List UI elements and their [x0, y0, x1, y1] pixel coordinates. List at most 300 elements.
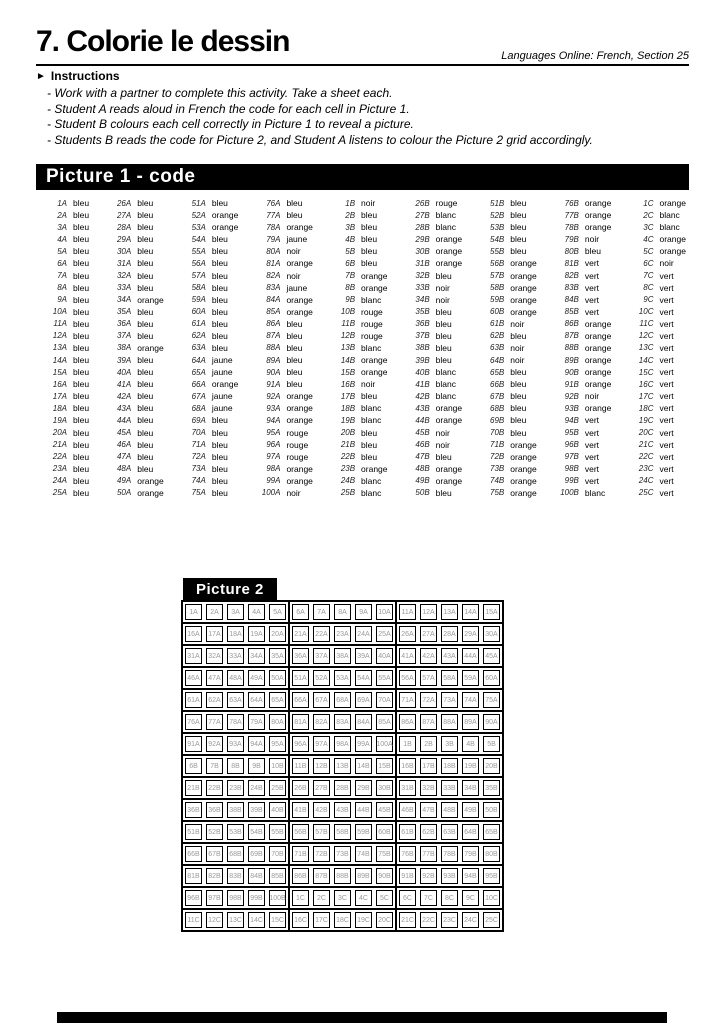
footer-bar	[57, 1012, 667, 1023]
grid-cell: 5A	[269, 604, 286, 620]
grid-cell: 27A	[420, 626, 437, 642]
code-entry	[328, 306, 387, 318]
grid-cell: 3B	[441, 736, 458, 752]
grid-cell: 58B	[334, 824, 351, 840]
cell-color-word: bleu	[510, 379, 527, 390]
grid-cell: 30A	[483, 626, 500, 642]
code-entry	[626, 233, 685, 245]
code-column	[104, 197, 163, 499]
cell-code: 20C	[638, 428, 654, 438]
cell-code: 89A	[266, 355, 281, 365]
cell-color-word: vert	[659, 415, 674, 426]
code-entry	[477, 487, 536, 499]
code-entry	[477, 209, 536, 221]
grid-row	[183, 822, 502, 844]
cell-code: 68A	[191, 403, 206, 413]
cell-code: 61A	[191, 319, 206, 329]
code-entry	[253, 197, 312, 209]
cell-code: 75A	[191, 488, 206, 498]
grid-cell: 22A	[313, 626, 330, 642]
cell-color-word: orange	[584, 222, 612, 233]
grid-cell: 44B	[355, 802, 372, 818]
cell-color-word: jaune	[211, 367, 233, 378]
cell-code: 16C	[638, 379, 654, 389]
cell-code: 5B	[345, 246, 356, 256]
picture2-grid	[181, 600, 504, 932]
cell-code: 55B	[490, 246, 505, 256]
code-entry	[179, 342, 238, 354]
cell-code: 17A	[52, 391, 67, 401]
cell-code: 21C	[638, 440, 654, 450]
grid-group-divider	[395, 910, 397, 930]
picture1-banner-label: Picture 1 - code	[46, 166, 196, 187]
code-entry	[328, 209, 387, 221]
cell-color-word: bleu	[510, 330, 527, 341]
cell-color-word: vert	[659, 379, 674, 390]
grid-group-divider	[288, 756, 290, 776]
grid-cell: 57B	[313, 824, 330, 840]
cell-color-word: vert	[659, 403, 674, 414]
code-entry	[179, 269, 238, 281]
grid-cell: 8B	[227, 758, 244, 774]
grid-cell: 83A	[334, 714, 351, 730]
code-entry	[626, 354, 685, 366]
code-entry	[104, 330, 163, 342]
cell-code: 25B	[340, 488, 356, 498]
cell-code: 71B	[490, 440, 505, 450]
cell-color-word: blanc	[361, 403, 382, 414]
code-entry	[626, 378, 685, 390]
cell-color-word: vert	[584, 415, 600, 426]
grid-cell: 16C	[292, 912, 309, 928]
cell-color-word: bleu	[137, 246, 154, 257]
cell-color-word: orange	[435, 234, 463, 245]
cell-code: 11A	[53, 319, 67, 329]
cell-color-word: noir	[435, 294, 450, 305]
cell-code: 39A	[116, 355, 132, 365]
cell-code: 31B	[415, 258, 430, 268]
cell-color-word: bleu	[510, 415, 527, 426]
code-entry	[328, 221, 387, 233]
cell-code: 55A	[191, 246, 206, 256]
code-entry	[403, 475, 462, 487]
cell-color-word: orange	[286, 415, 313, 426]
grid-cell: 53B	[227, 824, 244, 840]
cell-code: 11C	[639, 319, 654, 329]
cell-color-word: orange	[584, 330, 612, 341]
cell-code: 1A	[57, 198, 67, 208]
cell-color-word: bleu	[137, 234, 154, 245]
cell-color-word: orange	[211, 379, 239, 390]
cell-code: 29A	[116, 234, 132, 244]
cell-code: 97B	[564, 452, 579, 462]
cell-color-word: orange	[286, 294, 313, 305]
cell-code: 36A	[116, 319, 132, 329]
grid-cell: 54A	[355, 670, 372, 686]
cell-color-word: bleu	[211, 246, 228, 257]
code-entry	[477, 354, 536, 366]
cell-code: 70A	[191, 428, 206, 438]
code-entry	[253, 233, 312, 245]
code-entry	[626, 342, 685, 354]
cell-code: 97A	[266, 452, 281, 462]
cell-code: 73B	[490, 464, 505, 474]
grid-cell: 78B	[441, 846, 458, 862]
picture2-banner	[183, 578, 277, 602]
cell-color-word: bleu	[137, 306, 154, 317]
cell-color-word: bleu	[211, 415, 228, 426]
grid-cell: 11C	[185, 912, 202, 928]
cell-color-word: bleu	[211, 342, 228, 353]
grid-group-divider	[288, 602, 290, 622]
cell-code: 56A	[191, 258, 206, 268]
cell-code: 48B	[415, 464, 430, 474]
code-entry	[626, 197, 685, 209]
grid-cell: 40B	[269, 802, 286, 818]
grid-cell: 1B	[399, 736, 416, 752]
cell-color-word: bleu	[435, 270, 452, 281]
cell-color-word: bleu	[137, 415, 154, 426]
cell-code: 52B	[490, 210, 505, 220]
code-entry	[403, 342, 462, 354]
code-entry	[40, 209, 89, 221]
grid-cell: 92A	[206, 736, 223, 752]
grid-cell: 12A	[420, 604, 437, 620]
code-column	[626, 197, 685, 499]
code-entry	[104, 294, 163, 306]
cell-code: 8B	[345, 283, 356, 293]
cell-color-word: orange	[510, 306, 537, 317]
grid-cell: 66B	[185, 846, 202, 862]
cell-color-word: bleu	[211, 270, 228, 281]
code-entry	[403, 390, 462, 402]
cell-code: 60A	[191, 307, 206, 317]
code-entry	[626, 318, 685, 330]
code-entry	[104, 197, 163, 209]
cell-code: 92A	[266, 391, 281, 401]
grid-cell: 33B	[441, 780, 458, 796]
grid-cell: 26B	[292, 780, 309, 796]
code-entry	[403, 378, 462, 390]
cell-color-word: bleu	[73, 439, 90, 450]
cell-color-word: orange	[510, 270, 537, 281]
code-entry	[552, 306, 611, 318]
code-entry	[552, 257, 611, 269]
code-entry	[179, 463, 238, 475]
cell-color-word: jaune	[211, 391, 233, 402]
cell-color-word: bleu	[73, 463, 90, 474]
cell-color-word: orange	[435, 403, 463, 414]
code-entry	[477, 439, 536, 451]
cell-code: 19A	[52, 415, 67, 425]
code-entry	[253, 451, 312, 463]
cell-code: 17B	[340, 391, 356, 401]
grid-cell: 95B	[483, 868, 500, 884]
grid-cell: 9A	[355, 604, 372, 620]
grid-cell: 47B	[420, 802, 437, 818]
grid-cell: 98A	[334, 736, 351, 752]
cell-code: 18C	[638, 403, 654, 413]
code-entry	[328, 282, 387, 294]
cell-color-word: bleu	[286, 367, 303, 378]
grid-group-divider	[288, 668, 290, 688]
cell-code: 35B	[415, 307, 430, 317]
cell-code: 14B	[340, 355, 356, 365]
grid-cell: 79A	[248, 714, 265, 730]
cell-color-word: bleu	[361, 258, 378, 269]
cell-code: 81B	[564, 258, 579, 268]
cell-code: 74A	[191, 476, 206, 486]
grid-cell: 74B	[355, 846, 372, 862]
grid-cell: 52B	[206, 824, 223, 840]
grid-cell: 73A	[441, 692, 458, 708]
code-entry	[40, 475, 89, 487]
code-entry	[477, 366, 536, 378]
grid-cell: 42A	[420, 648, 437, 664]
code-entry	[477, 426, 536, 438]
code-entry	[403, 402, 462, 414]
grid-group-divider	[288, 690, 290, 710]
grid-cell: 45A	[483, 648, 500, 664]
cell-code: 80A	[266, 246, 281, 256]
cell-code: 53A	[191, 222, 206, 232]
cell-code: 20A	[52, 428, 67, 438]
cell-color-word: bleu	[435, 306, 452, 317]
grid-cell: 84B	[248, 868, 265, 884]
grid-cell: 93B	[441, 868, 458, 884]
cell-color-word: orange	[510, 475, 537, 486]
grid-group-divider	[288, 910, 290, 930]
cell-code: 10A	[52, 307, 67, 317]
code-entry	[179, 209, 238, 221]
cell-color-word: vert	[584, 294, 600, 305]
grid-group-divider	[395, 668, 397, 688]
cell-code: 54A	[191, 234, 206, 244]
grid-cell: 77B	[420, 846, 437, 862]
grid-cell: 23C	[441, 912, 458, 928]
cell-code: 99B	[564, 476, 579, 486]
code-entry	[552, 233, 611, 245]
grid-cell: 3C	[334, 890, 351, 906]
code-entry	[626, 475, 685, 487]
code-entry	[403, 366, 462, 378]
grid-cell: 48A	[227, 670, 244, 686]
cell-color-word: noir	[510, 318, 525, 329]
code-entry	[626, 221, 685, 233]
grid-cell: 13C	[227, 912, 244, 928]
cell-code: 14C	[638, 355, 654, 365]
cell-code: 68B	[490, 403, 505, 413]
cell-color-word: orange	[510, 451, 537, 462]
code-entry	[253, 269, 312, 281]
cell-color-word: bleu	[73, 475, 90, 486]
cell-code: 25A	[52, 488, 67, 498]
grid-cell: 43B	[334, 802, 351, 818]
cell-color-word: orange	[659, 198, 686, 209]
grid-cell: 96A	[292, 736, 309, 752]
cell-code: 43A	[116, 403, 132, 413]
cell-code: 52A	[191, 210, 206, 220]
grid-cell: 36A	[292, 648, 309, 664]
grid-cell: 10C	[483, 890, 500, 906]
cell-color-word: bleu	[435, 342, 452, 353]
grid-cell: 14C	[248, 912, 265, 928]
grid-cell: 13A	[441, 604, 458, 620]
code-entry	[253, 330, 312, 342]
grid-cell: 23A	[334, 626, 351, 642]
code-entry	[40, 378, 89, 390]
cell-color-word: bleu	[73, 282, 90, 293]
cell-color-word: bleu	[435, 318, 452, 329]
cell-code: 40B	[415, 367, 430, 377]
code-entry	[179, 233, 238, 245]
arrow-right-icon: ►	[36, 71, 46, 82]
grid-cell: 41B	[292, 802, 309, 818]
cell-code: 37B	[415, 331, 430, 341]
code-entry	[253, 463, 312, 475]
grid-cell: 62B	[420, 824, 437, 840]
cell-color-word: noir	[435, 427, 450, 438]
cell-code: 4B	[345, 234, 356, 244]
cell-color-word: orange	[435, 475, 463, 486]
code-entry	[328, 233, 387, 245]
code-entry	[626, 282, 685, 294]
grid-group-divider	[288, 800, 290, 820]
cell-code: 86B	[564, 319, 579, 329]
code-entry	[403, 257, 462, 269]
cell-color-word: orange	[137, 342, 164, 353]
grid-cell: 19A	[248, 626, 265, 642]
cell-color-word: bleu	[286, 198, 303, 209]
grid-cell: 36B	[206, 802, 223, 818]
grid-cell: 97B	[206, 890, 223, 906]
code-entry	[179, 366, 238, 378]
grid-cell: 24A	[355, 626, 372, 642]
cell-code: 38A	[116, 343, 132, 353]
cell-code: 30B	[415, 246, 430, 256]
code-entry	[328, 197, 387, 209]
cell-color-word: blanc	[435, 210, 456, 221]
grid-cell: 11B	[292, 758, 309, 774]
grid-cell: 87B	[313, 868, 330, 884]
grid-cell: 18C	[334, 912, 351, 928]
cell-code: 70B	[490, 428, 505, 438]
cell-code: 27B	[415, 210, 430, 220]
cell-color-word: orange	[286, 306, 313, 317]
grid-cell: 60A	[483, 670, 500, 686]
grid-row	[183, 734, 502, 756]
grid-cell: 76A	[185, 714, 202, 730]
cell-code: 17C	[638, 391, 654, 401]
cell-code: 98A	[266, 464, 281, 474]
cell-code: 2C	[643, 210, 654, 220]
code-entry	[403, 282, 462, 294]
code-entry	[253, 282, 312, 294]
cell-color-word: bleu	[73, 210, 90, 221]
grid-cell: 65A	[269, 692, 286, 708]
grid-cell: 69A	[355, 692, 372, 708]
cell-color-word: rouge	[286, 427, 309, 438]
cell-color-word: blanc	[584, 487, 606, 498]
code-entry	[179, 330, 238, 342]
grid-cell: 67A	[313, 692, 330, 708]
grid-cell: 69B	[248, 846, 265, 862]
cell-color-word: noir	[435, 282, 450, 293]
cell-color-word: noir	[286, 246, 301, 257]
grid-cell: 38A	[334, 648, 351, 664]
code-entry	[552, 439, 611, 451]
code-entry	[552, 342, 611, 354]
cell-color-word: bleu	[510, 391, 527, 402]
cell-color-word: bleu	[510, 427, 527, 438]
code-column	[40, 197, 89, 499]
cell-color-word: bleu	[211, 258, 228, 269]
cell-code: 6B	[345, 258, 356, 268]
cell-color-word: bleu	[584, 246, 601, 257]
cell-color-word: orange	[584, 367, 612, 378]
grid-cell: 51A	[292, 670, 309, 686]
cell-code: 91B	[564, 379, 579, 389]
cell-color-word: vert	[584, 463, 600, 474]
page-header	[36, 22, 689, 66]
code-column	[179, 197, 238, 499]
grid-cell: 87A	[420, 714, 437, 730]
code-entry	[104, 354, 163, 366]
code-entry	[626, 366, 685, 378]
cell-color-word: bleu	[73, 306, 90, 317]
cell-color-word: orange	[286, 403, 313, 414]
code-entry	[477, 233, 536, 245]
instruction-item: - Student B colours each cell correctly in Picture 1 to reveal a picture.	[47, 117, 414, 131]
grid-cell: 76B	[399, 846, 416, 862]
code-entry	[179, 318, 238, 330]
grid-cell: 26A	[399, 626, 416, 642]
cell-code: 35A	[116, 307, 132, 317]
cell-color-word: vert	[584, 439, 600, 450]
code-entry	[179, 282, 238, 294]
code-entry	[40, 342, 89, 354]
cell-code: 74B	[490, 476, 505, 486]
cell-code: 61B	[490, 319, 505, 329]
cell-color-word: bleu	[137, 318, 154, 329]
cell-color-word: orange	[584, 342, 612, 353]
grid-cell: 66A	[292, 692, 309, 708]
grid-cell: 28A	[441, 626, 458, 642]
code-entry	[104, 269, 163, 281]
grid-cell: 82B	[206, 868, 223, 884]
code-entry	[552, 330, 611, 342]
grid-cell: 80B	[483, 846, 500, 862]
grid-cell: 78A	[227, 714, 244, 730]
cell-code: 34A	[116, 295, 132, 305]
cell-code: 98B	[564, 464, 579, 474]
code-entry	[328, 390, 387, 402]
grid-cell: 85B	[269, 868, 286, 884]
grid-cell: 52A	[313, 670, 330, 686]
cell-color-word: noir	[659, 258, 674, 269]
grid-cell: 61B	[399, 824, 416, 840]
cell-code: 23C	[638, 464, 654, 474]
code-entry	[626, 330, 685, 342]
grid-cell: 5B	[483, 736, 500, 752]
cell-code: 22A	[52, 452, 67, 462]
code-entry	[104, 414, 163, 426]
grid-cell: 31A	[185, 648, 202, 664]
code-entry	[104, 209, 163, 221]
cell-color-word: orange	[435, 246, 463, 257]
grid-cell: 48B	[441, 802, 458, 818]
cell-color-word: noir	[286, 270, 301, 281]
